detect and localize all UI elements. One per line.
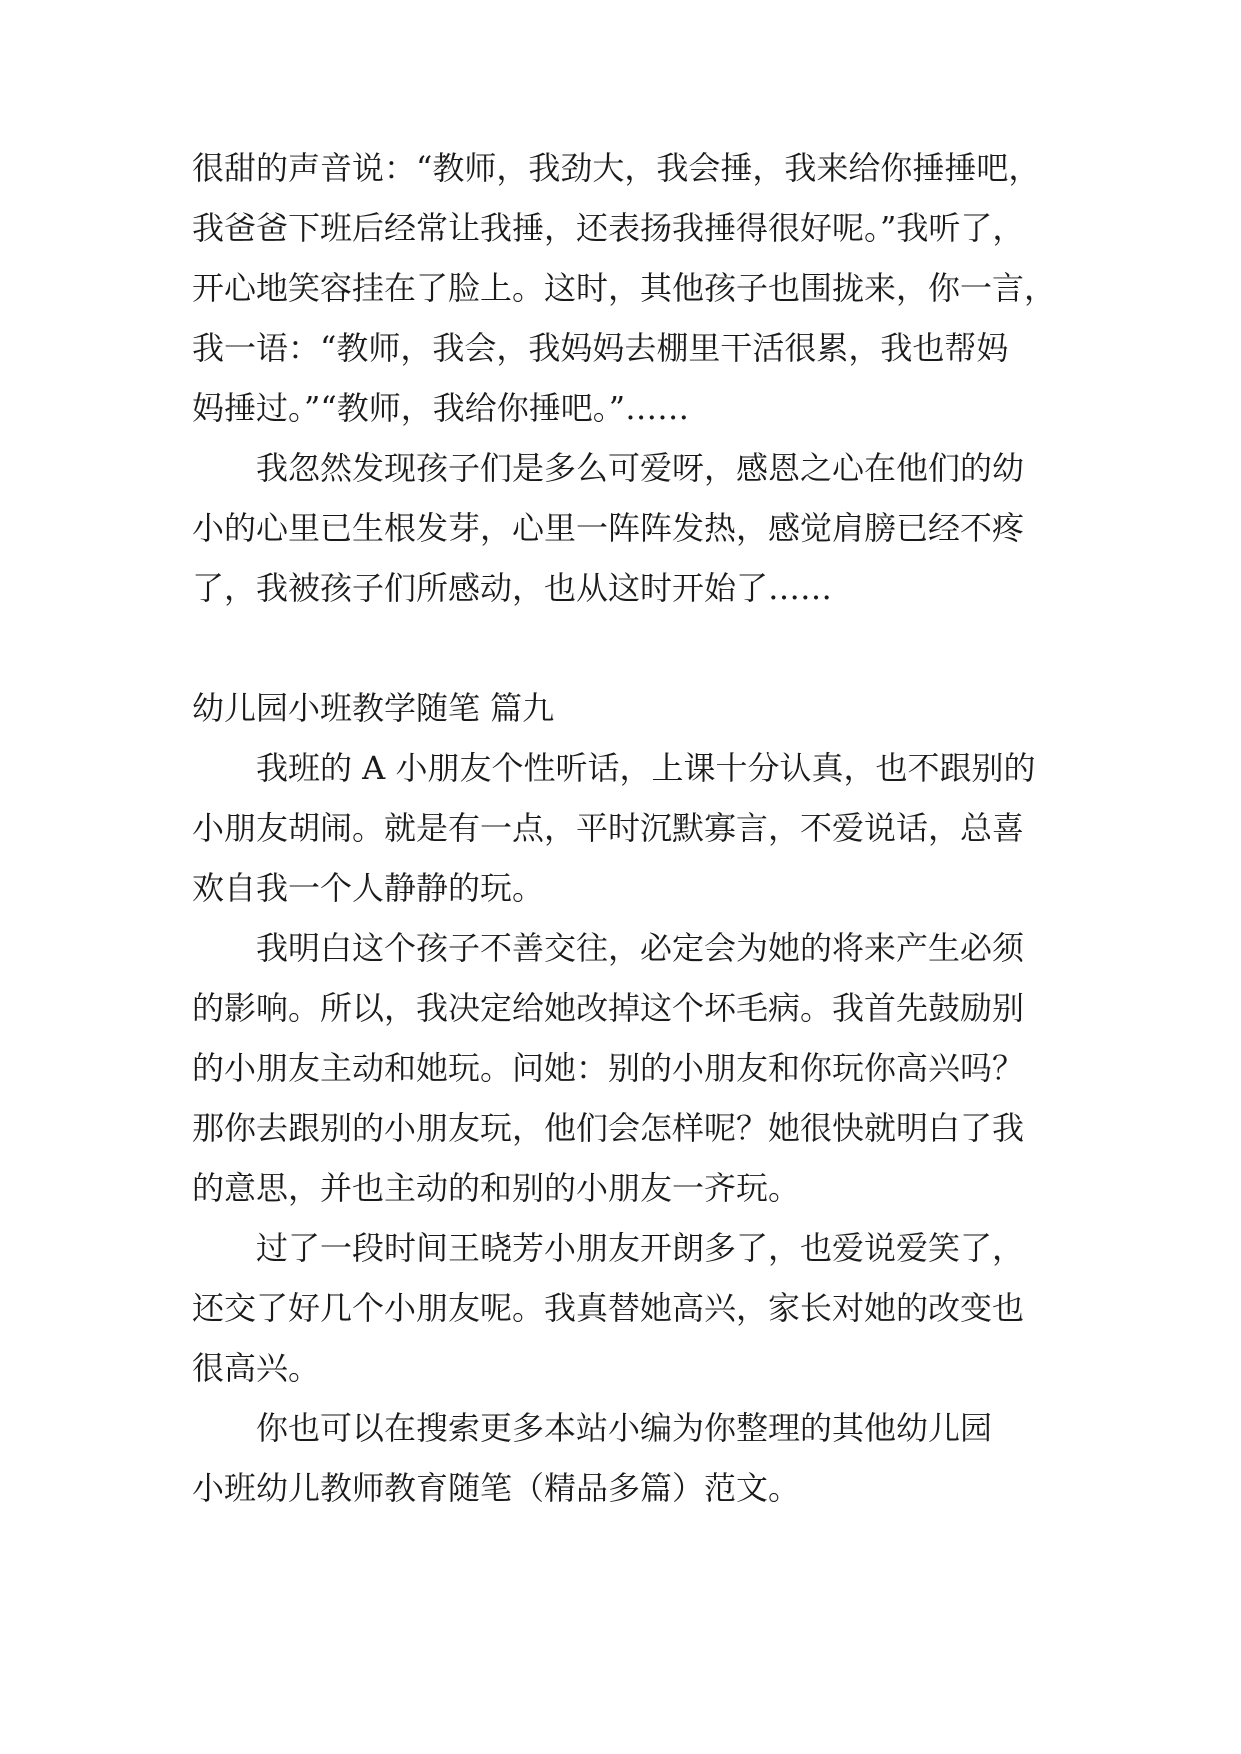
paragraph-line: 欢自我一个人静静的玩。 [192,869,545,907]
paragraph-line: 妈捶过。”“教师，我给你捶吧。”…… [192,389,690,427]
paragraph-line: 我一语：“教师，我会，我妈妈去棚里干活很累，我也帮妈 [192,329,1009,367]
paragraph-line: 很高兴。 [192,1349,321,1387]
paragraph-line: 我爸爸下班后经常让我捶，还表扬我捶得很好呢。”我听了， [192,209,1025,247]
paragraph-line: 我班的 A 小朋友个性听话，上课十分认真，也不跟别的 [256,749,1036,787]
paragraph-line: 的意思，并也主动的和别的小朋友一齐玩。 [192,1169,801,1207]
paragraph-line: 那你去跟别的小朋友玩，他们会怎样呢？她很快就明白了我 [192,1109,1025,1147]
section-title: 幼儿园小班教学随笔 篇九 [192,689,555,727]
paragraph-line: 过了一段时间王晓芳小朋友开朗多了，也爱说爱笑了， [256,1229,1025,1267]
paragraph-line: 小的心里已生根发芽，心里一阵阵发热，感觉肩膀已经不疼 [192,509,1025,547]
paragraph-line: 的影响。所以，我决定给她改掉这个坏毛病。我首先鼓励别 [192,989,1025,1027]
paragraph-line: 还交了好几个小朋友呢。我真替她高兴，家长对她的改变也 [192,1289,1025,1327]
paragraph-line: 小朋友胡闹。就是有一点，平时沉默寡言，不爱说话，总喜 [192,809,1025,847]
paragraph-line: 了，我被孩子们所感动，也从这时开始了…… [192,569,833,607]
paragraph-line: 小班幼儿教师教育随笔（精品多篇）范文。 [192,1469,801,1507]
paragraph-line: 开心地笑容挂在了脸上。这时，其他孩子也围拢来，你一言， [192,269,1057,307]
paragraph-line: 我明白这个孩子不善交往，必定会为她的将来产生必须 [256,929,1025,967]
paragraph-line: 我忽然发现孩子们是多么可爱呀，感恩之心在他们的幼 [256,449,1025,487]
paragraph-line: 很甜的声音说：“教师，我劲大，我会捶，我来给你捶捶吧， [192,149,1041,187]
paragraph-line: 的小朋友主动和她玩。问她：别的小朋友和你玩你高兴吗？ [192,1049,1025,1087]
paragraph-line: 你也可以在搜索更多本站小编为你整理的其他幼儿园 [256,1409,993,1447]
